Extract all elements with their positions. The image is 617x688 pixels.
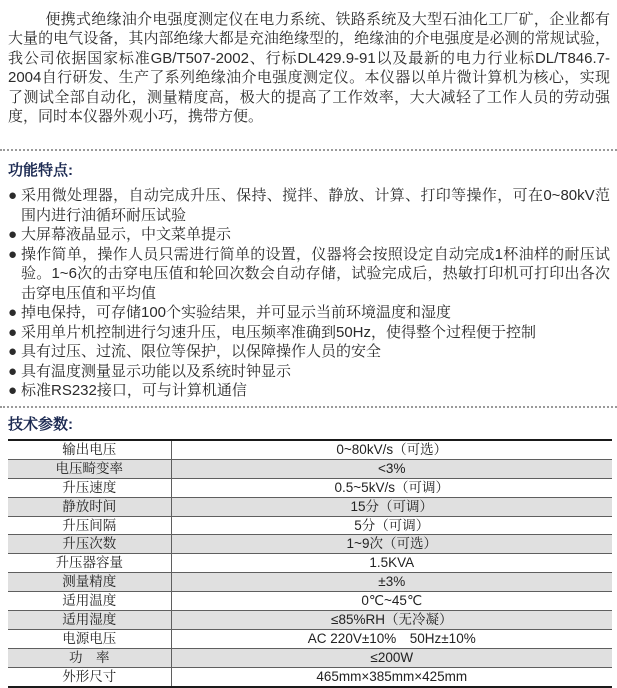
dotted-divider-bottom [0, 406, 617, 408]
table-row [8, 592, 612, 611]
spec-value: <3% [171, 459, 612, 478]
feature-item [8, 303, 610, 323]
features-list [8, 186, 610, 401]
bullet-icon: ● [8, 362, 18, 380]
specs-heading: 技术参数: [8, 415, 73, 433]
spec-label: 升压速度 [8, 478, 171, 497]
feature-item [8, 225, 610, 245]
feature-item-text: 大屏幕液晶显示，中文菜单提示 [21, 226, 232, 244]
bullet-icon: ● [8, 187, 18, 205]
table-row [8, 535, 612, 554]
table-row [8, 630, 612, 649]
table-row [8, 573, 612, 592]
spec-label: 外形尺寸 [8, 667, 171, 686]
spec-label: 电压畸变率 [8, 459, 171, 478]
table-row [8, 497, 612, 516]
bullet-icon: ● [8, 343, 18, 361]
spec-label: 输出电压 [8, 440, 171, 459]
spec-value: ≤200W [171, 648, 612, 667]
feature-item-text: 具有温度测量显示功能以及系统时钟显示 [21, 362, 292, 380]
spec-value: ≤85%RH（无冷凝） [171, 611, 612, 630]
spec-label: 静放时间 [8, 497, 171, 516]
spec-label: 升压次数 [8, 535, 171, 554]
feature-item [8, 323, 610, 343]
spec-label: 功 率 [8, 648, 171, 667]
spec-label: 升压间隔 [8, 516, 171, 535]
spec-value: 0.5~5kV/s（可调） [171, 478, 612, 497]
spec-value: 0℃~45℃ [171, 592, 612, 611]
dotted-divider-top [0, 149, 617, 151]
feature-item [8, 342, 610, 362]
table-row [8, 667, 612, 686]
spec-value: 1~9次（可选） [171, 535, 612, 554]
bullet-icon: ● [8, 245, 18, 263]
feature-item-text: 采用单片机控制进行匀速升压，电压频率准确到50Hz，使得整个过程便于控制 [21, 323, 537, 341]
feature-item-text: 掉电保持，可存储100个实验结果，并可显示当前环境温度和湿度 [21, 304, 452, 322]
table-row [8, 648, 612, 667]
bullet-icon: ● [8, 382, 18, 400]
spec-label: 电源电压 [8, 630, 171, 649]
spec-label: 测量精度 [8, 573, 171, 592]
feature-item [8, 245, 610, 304]
specs-table [8, 439, 612, 688]
spec-value: 465mm×385mm×425mm [171, 667, 612, 686]
bullet-icon: ● [8, 304, 18, 322]
spec-label: 适用湿度 [8, 611, 171, 630]
bullet-icon: ● [8, 226, 18, 244]
spec-value: 15分（可调） [171, 497, 612, 516]
table-row [8, 516, 612, 535]
feature-item-text: 标准RS232接口，可与计算机通信 [21, 382, 247, 400]
table-row [8, 459, 612, 478]
spec-value: 5分（可调） [171, 516, 612, 535]
feature-item [8, 362, 610, 382]
spec-value: 1.5KVA [171, 554, 612, 573]
feature-item-text: 操作简单，操作人员只需进行简单的设置，仪器将会按照设定自动完成1杯油样的耐压试验。1~6次的击穿电压值和轮回次数会自动存储，试验完成后，热敏打印机可打印出各次击穿电压值和平均值 [21, 245, 610, 302]
spec-label: 升压器容量 [8, 554, 171, 573]
intro-paragraph: 便携式绝缘油介电强度测定仪在电力系统、铁路系统及大型石油化工厂矿，企业都有大量的电气设备，其内部绝缘大都是充油绝缘型的，绝缘油的介电强度是必测的常规试验，我公司依据国家标准GB/T507-2002、行标DL429.9-91以及最新的电力行业标DL/T846.7-2004自行研发、生产了系列绝缘油介电强度测定仪。本仪器以单片微计算机为核心，实现了测试全部自动化，测量精度高，极大的提高了工作效率，大大减轻了工作人员的劳动强度，同时本仪器外观小巧，携带方便。 [8, 11, 610, 126]
spec-value: AC 220V±10% 50Hz±10% [171, 630, 612, 649]
table-row [8, 440, 612, 459]
spec-value: ±3% [171, 573, 612, 592]
features-heading: 功能特点: [8, 162, 73, 180]
table-row [8, 478, 612, 497]
spec-value: 0~80kV/s（可选） [171, 440, 612, 459]
feature-item-text: 采用微处理器，自动完成升压、保持、搅拌、静放、计算、打印等操作，可在0~80kV范围内进行油循环耐压试验 [21, 187, 610, 224]
table-row [8, 611, 612, 630]
table-row [8, 554, 612, 573]
bullet-icon: ● [8, 323, 18, 341]
feature-item-text: 具有过压、过流、限位等保护，以保障操作人员的安全 [21, 343, 382, 361]
feature-item [8, 381, 610, 401]
feature-item [8, 186, 610, 225]
spec-label: 适用温度 [8, 592, 171, 611]
